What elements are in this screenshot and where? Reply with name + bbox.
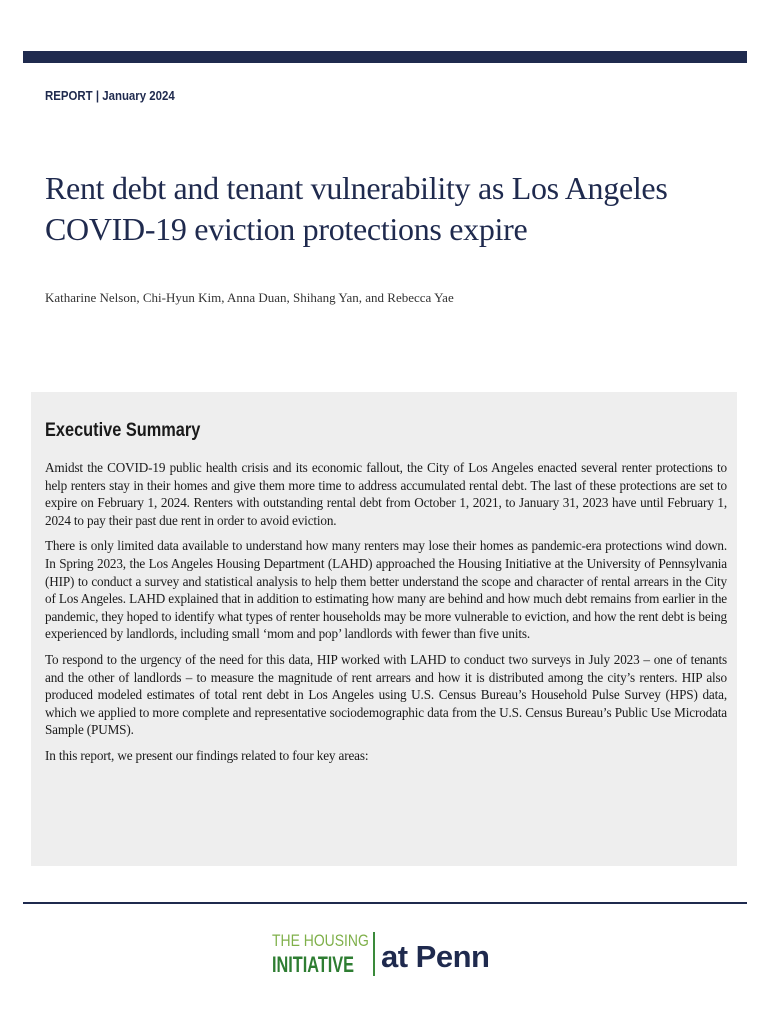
footer-divider [23,902,747,904]
summary-paragraph: To respond to the urgency of the need for this data, HIP worked with LAHD to conduct two surveys in July 2023 – one of tenants and the other of landlords – to measure the magnitude of rent arrears and how it is distributed among the city’s renters. HIP also produced modeled estimates of total rent debt in Los Angeles using U.S. Census Bureau’s Household Pulse Survey (HPS) data, which we applied to more complete and representative sociodemographic data from the U.S. Census Bureau’s Public Use Microdata Sample (PUMS). [45,651,727,738]
logo-line-initiative: INITIATIVE [272,952,355,977]
logo-at-penn: at Penn [381,939,490,974]
title-line-2: COVID-19 eviction protections expire [45,211,528,247]
summary-paragraph: There is only limited data available to understand how many renters may lose their homes as pandemic-era protections wind down. In Spring 2023, the Los Angeles Housing Department (LAHD) approached the Housing Initiative at the University of Pennsylvania (HIP) to conduct a survey and statistical analysis to help them better understand the scope and character of rental arrears in the City of Los Angeles. LAHD explained that in addition to estimating how many are behind and how much debt remains from earlier in the pandemic, they hoped to identify what types of renter households may be more vulnerable to eviction, and how the rent debt is being experienced by landlords, including small ‘mom and pop’ landlords with fewer than five units. [45,538,727,642]
author-list: Katharine Nelson, Chi-Hyun Kim, Anna Duan, Shihang Yan, and Rebecca Yae [45,290,454,305]
title-line-1: Rent debt and tenant vulnerability as Los Angeles [45,170,668,206]
report-label: REPORT | January 2024 [45,88,175,103]
summary-paragraph: Amidst the COVID-19 public health crisis and its economic fallout, the City of Los Angeles enacted several renter protections to help renters stay in their homes and give them more time to address accumulated rental debt. The last of these protections are set to expire on February 1, 2024. Renters with outstanding rental debt from October 1, 2021, to January 31, 2023 have until February 1, 2024 to pay their past due rent in order to avoid eviction. [45,460,727,528]
report-title [45,168,735,250]
logo-wordmark-left [272,932,375,976]
executive-summary-body [45,459,727,773]
top-accent-bar [23,51,747,63]
executive-summary-box [31,392,737,866]
summary-paragraph: In this report, we present our findings related to four key areas: [45,747,369,763]
logo-line-the-housing: THE HOUSING [272,931,369,950]
housing-initiative-logo [272,932,489,976]
executive-summary-heading: Executive Summary [45,420,201,441]
